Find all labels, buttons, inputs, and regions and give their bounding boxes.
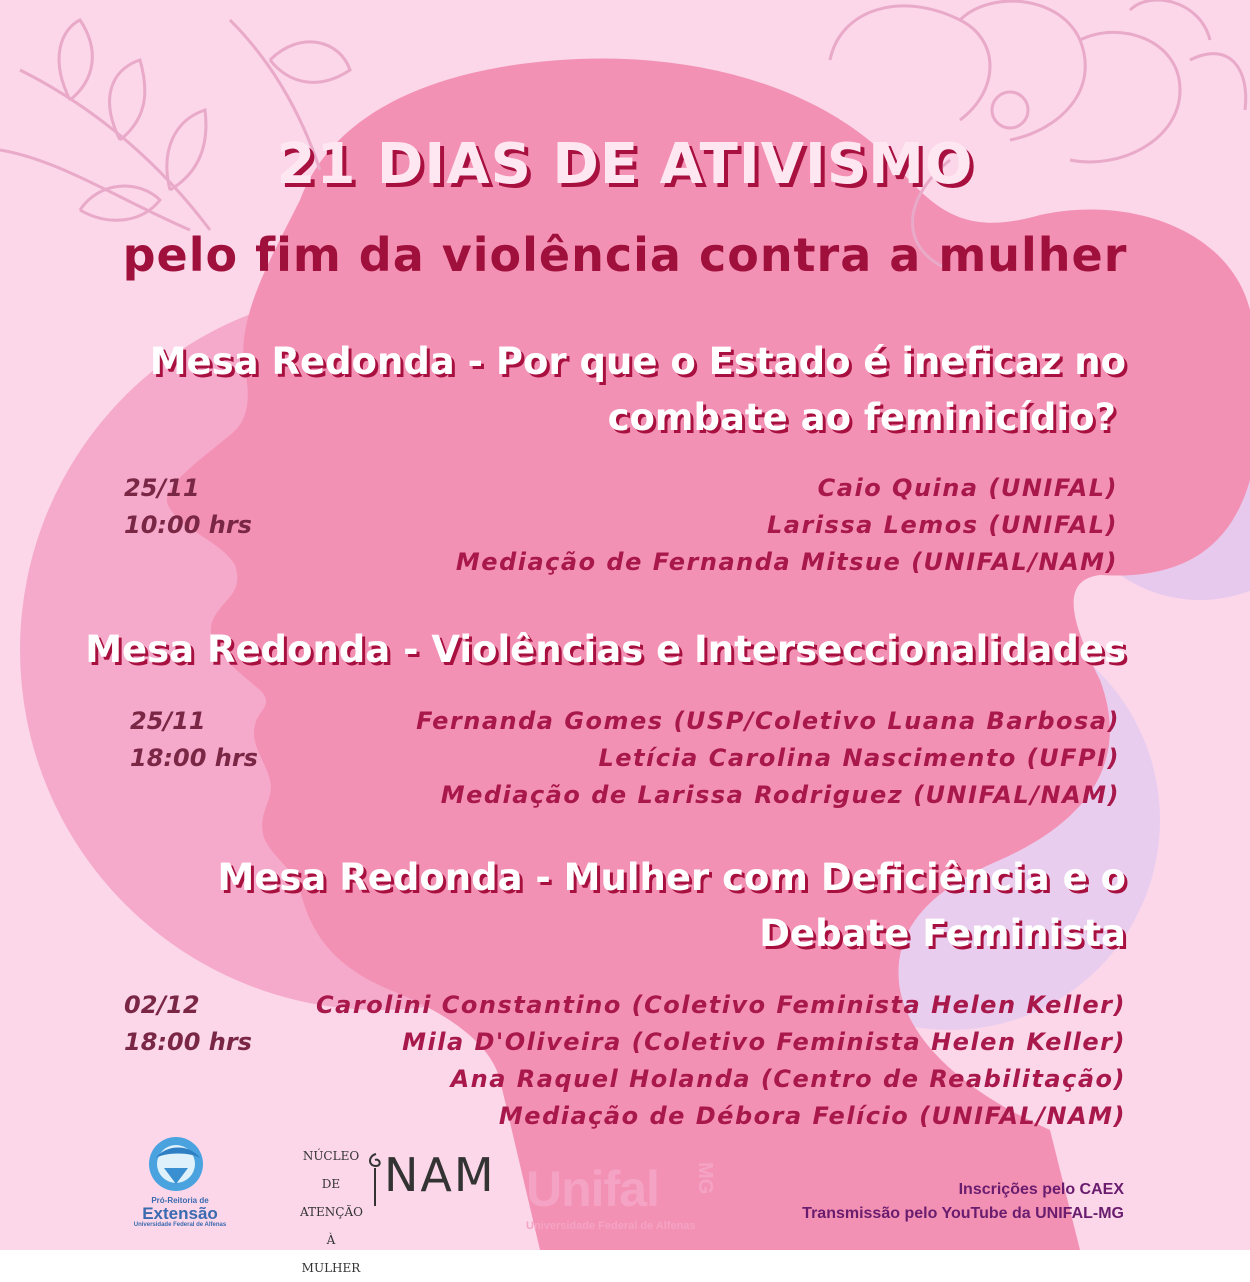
unifal-logo-name: Unifal bbox=[526, 1161, 659, 1217]
session-1-date: 25/11 bbox=[124, 474, 200, 502]
session-2-speakers bbox=[416, 703, 1120, 814]
session-2-datetime bbox=[130, 703, 258, 777]
session-2-date: 25/11 bbox=[130, 707, 206, 735]
leaf-drawing-top-left bbox=[0, 20, 350, 230]
nam-logo-line-1: NÚCLEO DE bbox=[302, 1149, 360, 1191]
extensao-logo-icon bbox=[130, 1132, 230, 1202]
session-3-date: 02/12 bbox=[124, 991, 200, 1019]
unifal-logo bbox=[520, 1160, 740, 1240]
moderator: Mediação de Larissa Rodriguez (UNIFAL/NAM) bbox=[440, 781, 1120, 809]
session-1-time: 10:00 hrs bbox=[124, 511, 252, 539]
extensao-logo-line-2: Extensão bbox=[142, 1204, 218, 1223]
speaker: Caio Quina (UNIFAL) bbox=[817, 474, 1118, 502]
session-3-datetime bbox=[124, 987, 252, 1061]
unifal-logo-full-name: Universidade Federal de Alfenas bbox=[526, 1220, 696, 1232]
broadcast-info: Transmissão pelo YouTube da UNIFAL-MG bbox=[802, 1205, 1124, 1222]
moderator: Mediação de Débora Felício (UNIFAL/NAM) bbox=[498, 1102, 1126, 1130]
speaker: Fernanda Gomes (USP/Coletivo Luana Barbosa) bbox=[416, 707, 1120, 735]
session-2-time: 18:00 hrs bbox=[130, 744, 258, 772]
speaker: Mila D'Oliveira (Coletivo Feminista Helen Keller) bbox=[402, 1028, 1126, 1056]
session-3-speakers bbox=[316, 987, 1126, 1135]
session-3-title-line-2: Debate Feminista bbox=[759, 912, 1126, 955]
nam-figure-icon bbox=[364, 1150, 386, 1210]
speaker: Carolini Constantino (Coletivo Feminista Helen Keller) bbox=[316, 991, 1126, 1019]
moderator: Mediação de Fernanda Mitsue (UNIFAL/NAM) bbox=[455, 548, 1118, 576]
speaker: Letícia Carolina Nascimento (UFPI) bbox=[598, 744, 1120, 772]
pro-reitoria-extensao-logo bbox=[130, 1132, 230, 1232]
session-1-speakers bbox=[456, 470, 1118, 581]
session-2-title-line-1: Mesa Redonda - Violências e Interseccionalidades bbox=[85, 628, 1126, 671]
session-2-title bbox=[85, 622, 1126, 678]
unifal-logo-suffix: MG bbox=[694, 1162, 716, 1195]
nam-logo-line-2: ATENÇÃO À bbox=[300, 1205, 363, 1247]
session-3-title-line-1: Mesa Redonda - Mulher com Deficiência e o bbox=[217, 856, 1126, 899]
nam-logo bbox=[300, 1140, 496, 1275]
nam-logo-line-3: MULHER bbox=[301, 1261, 361, 1275]
poster-title: 21 DIAS DE ATIVISMO bbox=[276, 132, 974, 197]
nam-acronym: NAM bbox=[384, 1148, 496, 1202]
session-3-title bbox=[217, 850, 1126, 962]
session-1-title-line-2: combate ao feminicídio? bbox=[607, 396, 1116, 439]
session-3-time: 18:00 hrs bbox=[124, 1028, 252, 1056]
speaker: Larissa Lemos (UNIFAL) bbox=[767, 511, 1118, 539]
speaker: Ana Raquel Holanda (Centro de Reabilitação) bbox=[450, 1065, 1126, 1093]
session-1-title bbox=[150, 334, 1126, 446]
poster-subtitle: pelo fim da violência contra a mulher bbox=[122, 228, 1128, 282]
extensao-logo-line-3: Universidade Federal de Alfenas bbox=[133, 1222, 227, 1228]
session-1-datetime bbox=[124, 470, 252, 544]
extensao-logo-line-1: Pró-Reitoria de bbox=[151, 1196, 209, 1205]
footer-info bbox=[802, 1178, 1124, 1226]
session-1-title-line-1: Mesa Redonda - Por que o Estado é ineficaz no bbox=[149, 340, 1126, 383]
registration-info: Inscrições pelo CAEX bbox=[958, 1181, 1124, 1198]
